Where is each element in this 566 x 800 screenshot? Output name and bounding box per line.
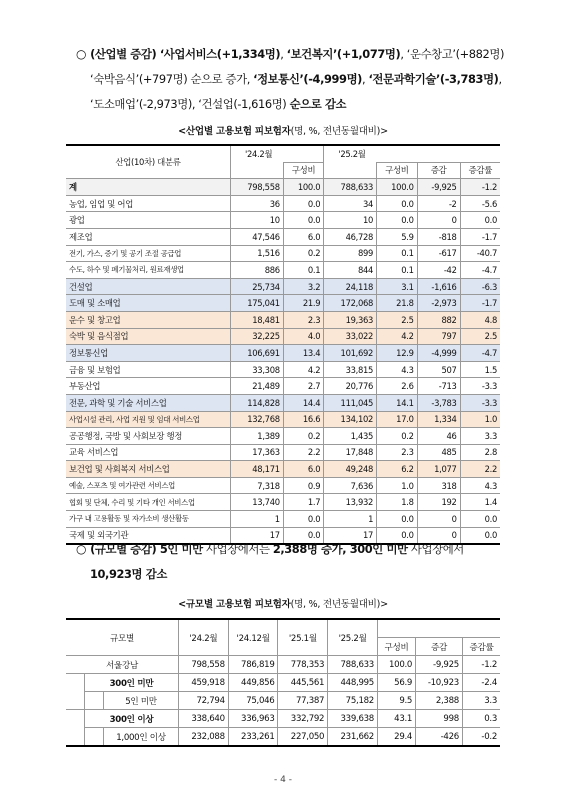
industry-insured-table [66,144,500,545]
header-ratio: 구성비 [377,638,415,656]
table-row [66,692,500,710]
table-cell-name: 사업시설 관리, 사업 지원 및 임대 서비스업 [66,411,231,428]
size-insured-table [66,618,500,747]
table-cell-v1: 1 [231,511,284,528]
table-cell-b: 233,261 [228,728,278,747]
table-cell-v1: 21,489 [231,378,284,395]
table-row [66,361,500,378]
table-cell-name: 300인 미만 [85,674,179,692]
table-cell-v2: 19,363 [324,311,377,328]
table-cell-p: -4.7 [460,345,500,362]
table-cell-r1: 4.2 [283,361,324,378]
table-row [66,311,500,328]
table-cell-d: 318 [417,477,460,494]
bullet-icon: ○ [76,542,87,556]
table-cell-a: 338,640 [179,710,229,728]
header-category: 산업(10차) 대분류 [66,145,231,179]
table-cell-v1: 48,171 [231,461,284,478]
table-cell-d: -2,973 [417,295,460,312]
table-cell-v2: 13,932 [324,494,377,511]
header-month-b: '24.12월 [228,619,278,656]
table-cell-r2: 1.8 [377,494,418,511]
table-cell-name: 광업 [66,212,231,229]
text-run: 10,923명 감소 [90,567,167,581]
table-cell-v1: 47,546 [231,228,284,245]
table-cell-d: -617 [417,245,460,262]
paragraph-line [76,42,516,67]
table-cell-v1: 17,363 [231,444,284,461]
table-cell-v1: 886 [231,262,284,279]
table-cell-name: 협회 및 단체, 수리 및 기타 개인 서비스업 [66,494,231,511]
table-cell-name: 숙박 및 음식점업 [66,328,231,345]
table-cell-v2: 46,728 [324,228,377,245]
table-cell-name: 예술, 스포츠 및 여가관련 서비스업 [66,477,231,494]
table-cell-r: 9.5 [377,692,415,710]
header-ratio-2024: 구성비 [283,162,324,179]
paragraph-line [76,537,516,562]
header-rate: 증감률 [462,638,500,656]
industry-table-caption [0,123,566,137]
table-cell-v1: 106,691 [231,345,284,362]
table-cell-v1: 18,481 [231,311,284,328]
table-cell-r1: 4.0 [283,328,324,345]
table-cell-b: 449,856 [228,674,278,692]
table-cell-p: -3.3 [460,378,500,395]
table-cell-r1: 16.6 [283,411,324,428]
table-cell-r1: 3.2 [283,278,324,295]
table-cell-p: 0.0 [460,511,500,528]
table-cell-x: -10,923 [416,674,463,692]
table-cell-r2: 2.6 [377,378,418,395]
table-cell-r1: 6.0 [283,228,324,245]
table-cell-p: -5.6 [460,195,500,212]
text-run: 순으로 감소 [289,97,347,111]
table-cell-r: 56.9 [377,674,415,692]
header-diff: 증감 [417,162,460,179]
text-run: 5인 미만 [159,542,203,556]
table-cell-r2: 17.0 [377,411,418,428]
table-cell-r1: 14.4 [283,394,324,411]
table-cell-x: 998 [416,710,463,728]
table-cell-r2: 0.0 [377,212,418,229]
table-cell-r2: 2.5 [377,311,418,328]
table-cell-r1: 21.9 [283,295,324,312]
table-cell-c: 445,561 [278,674,328,692]
table-cell-c: 332,792 [278,710,328,728]
table-cell-v1: 33,308 [231,361,284,378]
table-cell-v1: 17 [231,527,284,544]
table-cell-a: 232,088 [179,728,229,747]
text-run: ‘전문과학기술’(-3,783명) [368,72,499,86]
table-cell-r2: 3.1 [377,278,418,295]
table-cell-name: 공공행정, 국방 및 사회보장 행정 [66,428,231,445]
text-run: (산업별 증감) [90,47,160,61]
table-cell-v1: 1,516 [231,245,284,262]
table-cell-v1: 7,318 [231,477,284,494]
table-cell-p: -6.3 [460,278,500,295]
table-cell-d: -1,616 [417,278,460,295]
caption-title: <산업별 고용보험 피보험자 [178,126,291,137]
table-cell-d: 192 [417,494,460,511]
table-cell-r1: 0.1 [283,262,324,279]
table-cell-d: 797 [417,328,460,345]
table-cell-r2: 6.2 [377,461,418,478]
table-cell-v2: 17,848 [324,444,377,461]
table-cell-r1: 0.2 [283,245,324,262]
table-cell-v2: 33,022 [324,328,377,345]
table-cell-p: 4.3 [460,477,500,494]
text-run: 사업장에서는 [202,542,273,556]
text-run: ‘숙박음식’(+797명) 순으로 증가, [90,72,254,86]
table-row [66,494,500,511]
text-run: , [361,72,369,86]
table-cell-r2: 100.0 [377,179,418,196]
table-cell-b: 336,963 [228,710,278,728]
table-cell-d: 882 [417,311,460,328]
indent-cell [66,728,85,747]
table-cell-x: -9,925 [416,656,463,674]
table-row [66,378,500,395]
header-month-c: '25.1월 [278,619,328,656]
header-month-2024: '24.2월 [231,145,324,162]
table-cell-v2: 844 [324,262,377,279]
table-cell-d: 448,995 [328,674,378,692]
text-run: ‘정보통신’(-4,999명) [253,72,362,86]
table-row [66,228,500,245]
paragraph-line [76,67,516,92]
table-cell-r2: 14.1 [377,394,418,411]
table-cell-r2: 4.3 [377,361,418,378]
table-cell-v1: 10 [231,212,284,229]
table-cell-name: 도매 및 소매업 [66,295,231,312]
table-cell-d: 507 [417,361,460,378]
table-cell-p: -3.3 [460,394,500,411]
table-cell-p: 3.3 [460,428,500,445]
text-run: , ‘운수창고’(+882명) [400,47,504,61]
table-cell-r2: 0.0 [377,511,418,528]
table-cell-p: 0.3 [462,710,500,728]
page-number: - 4 - [274,775,292,785]
table-cell-r2: 0.0 [377,195,418,212]
table-row [66,710,500,728]
table-cell-p: 1.5 [460,361,500,378]
table-cell-name: 보건업 및 사회복지 서비스업 [66,461,231,478]
table-cell-v2: 111,045 [324,394,377,411]
table-row [66,262,500,279]
table-cell-p: 0.0 [460,527,500,544]
table-cell-v2: 1 [324,511,377,528]
table-row [66,212,500,229]
table-cell-d: 1,077 [417,461,460,478]
table-cell-d: -4,999 [417,345,460,362]
table-cell-name: 국제 및 외국기관 [66,527,231,544]
table-cell-v2: 172,068 [324,295,377,312]
table-cell-p: -1.7 [460,228,500,245]
table-row [66,195,500,212]
table-cell-p: 0.0 [460,212,500,229]
table-cell-v1: 114,828 [231,394,284,411]
table-cell-d: 46 [417,428,460,445]
table-cell-r1: 100.0 [283,179,324,196]
table-cell-p: 4.8 [460,311,500,328]
table-cell-v1: 32,225 [231,328,284,345]
table-cell-r2: 0.0 [377,527,418,544]
table-row [66,656,500,674]
table-cell-v2: 134,102 [324,411,377,428]
table-cell-name: 운수 및 창고업 [66,311,231,328]
table-cell-c: 778,353 [278,656,328,674]
table-cell-p: 1.4 [460,494,500,511]
table-cell-v2: 1,435 [324,428,377,445]
table-cell-d: -42 [417,262,460,279]
table-cell-v1: 798,558 [231,179,284,196]
bullet-icon: ○ [76,47,87,61]
table-row [66,461,500,478]
table-cell-v2: 899 [324,245,377,262]
table-cell-d: -9,925 [417,179,460,196]
table-cell-b: 75,046 [228,692,278,710]
table-cell-r1: 0.2 [283,428,324,445]
table-cell-d: 485 [417,444,460,461]
table-cell-name: 건설업 [66,278,231,295]
table-cell-p: -2.4 [462,674,500,692]
table-cell-v1: 36 [231,195,284,212]
table-cell-v2: 20,776 [324,378,377,395]
header-category: 규모별 [66,619,179,656]
table-cell-p: -1.2 [462,656,500,674]
table-cell-v2: 34 [324,195,377,212]
table-cell-v2: 788,633 [324,179,377,196]
text-run: ‘도소매업’(-2,973명), ‘건설업(-1,616명) [90,97,290,111]
table-cell-name: 부동산업 [66,378,231,395]
header-month-d: '25.2월 [328,619,378,656]
table-cell-v2: 7,636 [324,477,377,494]
table-row [66,179,500,196]
table-row [66,674,500,692]
indent-cell [85,728,104,747]
table-cell-name: 300인 이상 [85,710,179,728]
table-cell-r2: 1.0 [377,477,418,494]
table-cell-r2: 5.9 [377,228,418,245]
caption-title: <규모별 고용보험 피보험자 [178,599,291,610]
table-cell-p: -1.2 [460,179,500,196]
table-cell-p: 1.0 [460,411,500,428]
text-run: 사업장에서 [407,542,464,556]
indent-cell [66,692,85,710]
table-cell-r2: 21.8 [377,295,418,312]
table-row [66,245,500,262]
table-cell-a: 798,558 [179,656,229,674]
caption-units: (명, %, 전년동월대비)> [290,126,388,137]
table-cell-r1: 1.7 [283,494,324,511]
table-cell-d: -818 [417,228,460,245]
text-run: ‘사업서비스(+1,334명) [159,47,281,61]
table-cell-r1: 0.0 [283,511,324,528]
table-cell-d: -2 [417,195,460,212]
table-cell-name: 농업, 임업 및 어업 [66,195,231,212]
header-diff: 증감 [416,638,463,656]
table-cell-r2: 0.1 [377,262,418,279]
header-month-2025: '25.2월 [324,145,500,162]
table-cell-c: 227,050 [278,728,328,747]
table-cell-r2: 2.3 [377,444,418,461]
table-cell-name: 5인 미만 [104,692,179,710]
table-cell-name: 가구 내 고용활동 및 자가소비 생산활동 [66,511,231,528]
text-run: (규모별 증감) [90,542,160,556]
table-cell-v1: 25,734 [231,278,284,295]
table-cell-name: 교육 서비스업 [66,444,231,461]
indent-cell [85,692,104,710]
header-ratio-2025: 구성비 [377,162,418,179]
table-cell-name: 서울강남 [66,656,179,674]
table-cell-p: -0.2 [462,728,500,747]
table-cell-r1: 0.0 [283,212,324,229]
table-cell-v2: 24,118 [324,278,377,295]
table-cell-d: 231,662 [328,728,378,747]
table-row [66,728,500,747]
table-cell-r2: 0.1 [377,245,418,262]
table-cell-v2: 101,692 [324,345,377,362]
table-cell-a: 459,918 [179,674,229,692]
indent-cell [66,674,85,692]
table-cell-b: 786,819 [228,656,278,674]
table-cell-d: 339,638 [328,710,378,728]
table-cell-v1: 13,740 [231,494,284,511]
table-cell-r2: 12.9 [377,345,418,362]
table-cell-r: 43.1 [377,710,415,728]
table-cell-v2: 33,815 [324,361,377,378]
table-row [66,345,500,362]
table-cell-name: 금융 및 보험업 [66,361,231,378]
table-cell-d: 0 [417,527,460,544]
table-cell-name: 수도, 하수 및 폐기물처리, 원료재생업 [66,262,231,279]
table-cell-name: 정보통신업 [66,345,231,362]
table-cell-d: -3,783 [417,394,460,411]
table-cell-p: 3.3 [462,692,500,710]
table-row [66,511,500,528]
table-cell-v1: 1,389 [231,428,284,445]
table-cell-p: 2.2 [460,461,500,478]
table-cell-r1: 0.0 [283,195,324,212]
table-cell-x: -426 [416,728,463,747]
table-cell-d: 75,182 [328,692,378,710]
table-row [66,444,500,461]
table-cell-p: -40.7 [460,245,500,262]
table-row [66,477,500,494]
indent-cell [66,710,85,728]
table-cell-r1: 2.7 [283,378,324,395]
table-row [66,394,500,411]
table-cell-r1: 2.2 [283,444,324,461]
text-run: ‘보건복지’(+1,077명) [286,47,401,61]
table-cell-r: 100.0 [377,656,415,674]
table-cell-p: 2.8 [460,444,500,461]
table-cell-name: 전문, 과학 및 기술 서비스업 [66,394,231,411]
table-cell-r1: 13.4 [283,345,324,362]
table-row [66,278,500,295]
table-cell-d: 788,633 [328,656,378,674]
table-cell-r1: 6.0 [283,461,324,478]
table-cell-p: 2.5 [460,328,500,345]
table-row [66,328,500,345]
table-cell-d: 0 [417,511,460,528]
header-month-a: '24.2월 [179,619,229,656]
paragraph-line [76,92,516,117]
table-cell-v2: 10 [324,212,377,229]
table-cell-d: 1,334 [417,411,460,428]
table-cell-name: 계 [66,179,231,196]
table-cell-a: 72,794 [179,692,229,710]
table-cell-r2: 0.2 [377,428,418,445]
size-summary-paragraph [76,537,516,587]
text-run: , [280,47,287,61]
table-cell-x: 2,388 [416,692,463,710]
table-cell-r1: 2.3 [283,311,324,328]
table-cell-c: 77,387 [278,692,328,710]
header-rate: 증감률 [460,162,500,179]
table-cell-p: -1.7 [460,295,500,312]
table-cell-v2: 17 [324,527,377,544]
table-cell-v2: 49,248 [324,461,377,478]
table-cell-p: -4.7 [460,262,500,279]
paragraph-line [76,562,516,587]
table-cell-d: -713 [417,378,460,395]
table-cell-v1: 175,041 [231,295,284,312]
table-row [66,295,500,312]
table-cell-name: 제조업 [66,228,231,245]
table-cell-name: 1,000인 이상 [104,728,179,747]
table-cell-d: 0 [417,212,460,229]
table-cell-r: 29.4 [377,728,415,747]
table-cell-r1: 0.9 [283,477,324,494]
table-row [66,428,500,445]
industry-summary-paragraph [76,42,516,117]
table-cell-r1: 0.0 [283,527,324,544]
size-table-caption [0,596,566,610]
table-cell-name: 전기, 가스, 증기 및 공기 조절 공급업 [66,245,231,262]
table-cell-r2: 4.2 [377,328,418,345]
text-run: , [498,72,502,86]
caption-units: (명, %, 전년동월대비)> [290,599,388,610]
text-run: 2,388명 증가, 300인 미만 [272,542,408,556]
table-row [66,411,500,428]
table-cell-v1: 132,768 [231,411,284,428]
